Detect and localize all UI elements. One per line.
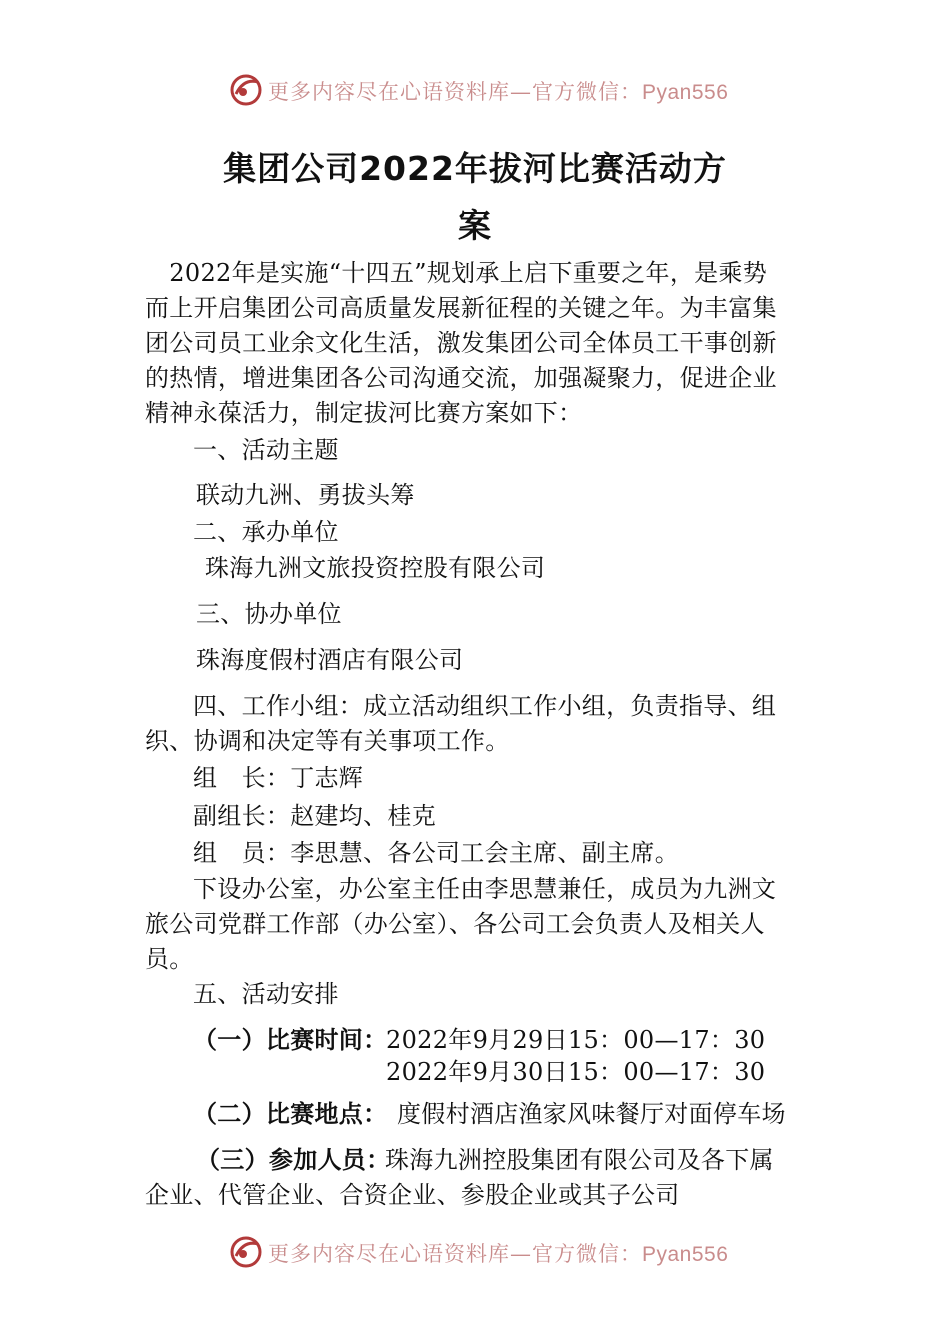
header-watermark xyxy=(0,70,950,110)
group-vice-leader: 副组长：赵建均、桂克 xyxy=(193,802,436,830)
section-3-content: 珠海度假村酒店有限公司 xyxy=(196,646,464,674)
intro-line-1: 2022年是实施“十四五”规划承上启下重要之年，是乘势 xyxy=(145,259,768,287)
document-title-line1: 集团公司2022年拔河比赛活动方 xyxy=(223,149,727,188)
schedule-time-1: 2022年9月29日15：00—17：30 xyxy=(386,1026,766,1054)
schedule-participants-label: （三）参加人员： xyxy=(196,1146,391,1174)
section-4-line-1: 四、工作小组：成立活动组织工作小组，负责指导、组 xyxy=(193,692,777,720)
section-4-line-2: 织、协调和决定等有关事项工作。 xyxy=(145,727,510,755)
section-2-content: 珠海九洲文旅投资控股有限公司 xyxy=(205,554,546,582)
watermark-text: 更多内容尽在心语资料库—官方微信：Pyan556 xyxy=(268,80,729,104)
section-1-content: 联动九洲、勇拔头筹 xyxy=(196,481,415,509)
intro-line-3: 团公司员工业余文化生活，激发集团公司全体员工干事创新 xyxy=(145,329,777,357)
intro-line-2: 而上开启集团公司高质量发展新征程的关键之年。为丰富集 xyxy=(145,294,777,322)
group-members: 组 员：李思慧、各公司工会主席、副主席。 xyxy=(193,839,679,867)
footer-watermark xyxy=(0,1232,950,1272)
intro-line-5: 精神永葆活力，制定拔河比赛方案如下： xyxy=(145,399,583,427)
schedule-participants-2: 企业、代管企业、合资企业、参股企业或其子公司 xyxy=(145,1181,680,1209)
office-line-3: 员。 xyxy=(145,945,194,973)
intro-line-4: 的热情，增进集团各公司沟通交流，加强凝聚力，促进企业 xyxy=(145,364,777,392)
section-1-heading: 一、活动主题 xyxy=(193,436,339,464)
section-3-heading: 三、协办单位 xyxy=(196,600,342,628)
document-title-line2: 案 xyxy=(458,206,492,245)
office-line-2: 旅公司党群工作部（办公室）、各公司工会负责人及相关人 xyxy=(145,910,765,938)
schedule-participants-1: 珠海九洲控股集团有限公司及各下属 xyxy=(385,1146,774,1174)
section-2-heading: 二、承办单位 xyxy=(193,518,339,546)
office-line-1: 下设办公室，办公室主任由李思慧兼任，成员为九洲文 xyxy=(193,875,777,903)
schedule-venue-label: （二）比赛地点： xyxy=(193,1100,388,1128)
watermark-text: 更多内容尽在心语资料库—官方微信：Pyan556 xyxy=(268,1242,729,1266)
group-leader: 组 长：丁志辉 xyxy=(193,764,364,792)
schedule-time-label: （一）比赛时间： xyxy=(193,1026,388,1054)
watermark-logo-icon xyxy=(228,1234,264,1270)
section-5-heading: 五、活动安排 xyxy=(193,980,339,1008)
schedule-time-2: 2022年9月30日15：00—17：30 xyxy=(386,1058,766,1086)
watermark-logo-icon xyxy=(228,72,264,108)
schedule-venue: 度假村酒店渔家风味餐厅对面停车场 xyxy=(397,1100,786,1128)
